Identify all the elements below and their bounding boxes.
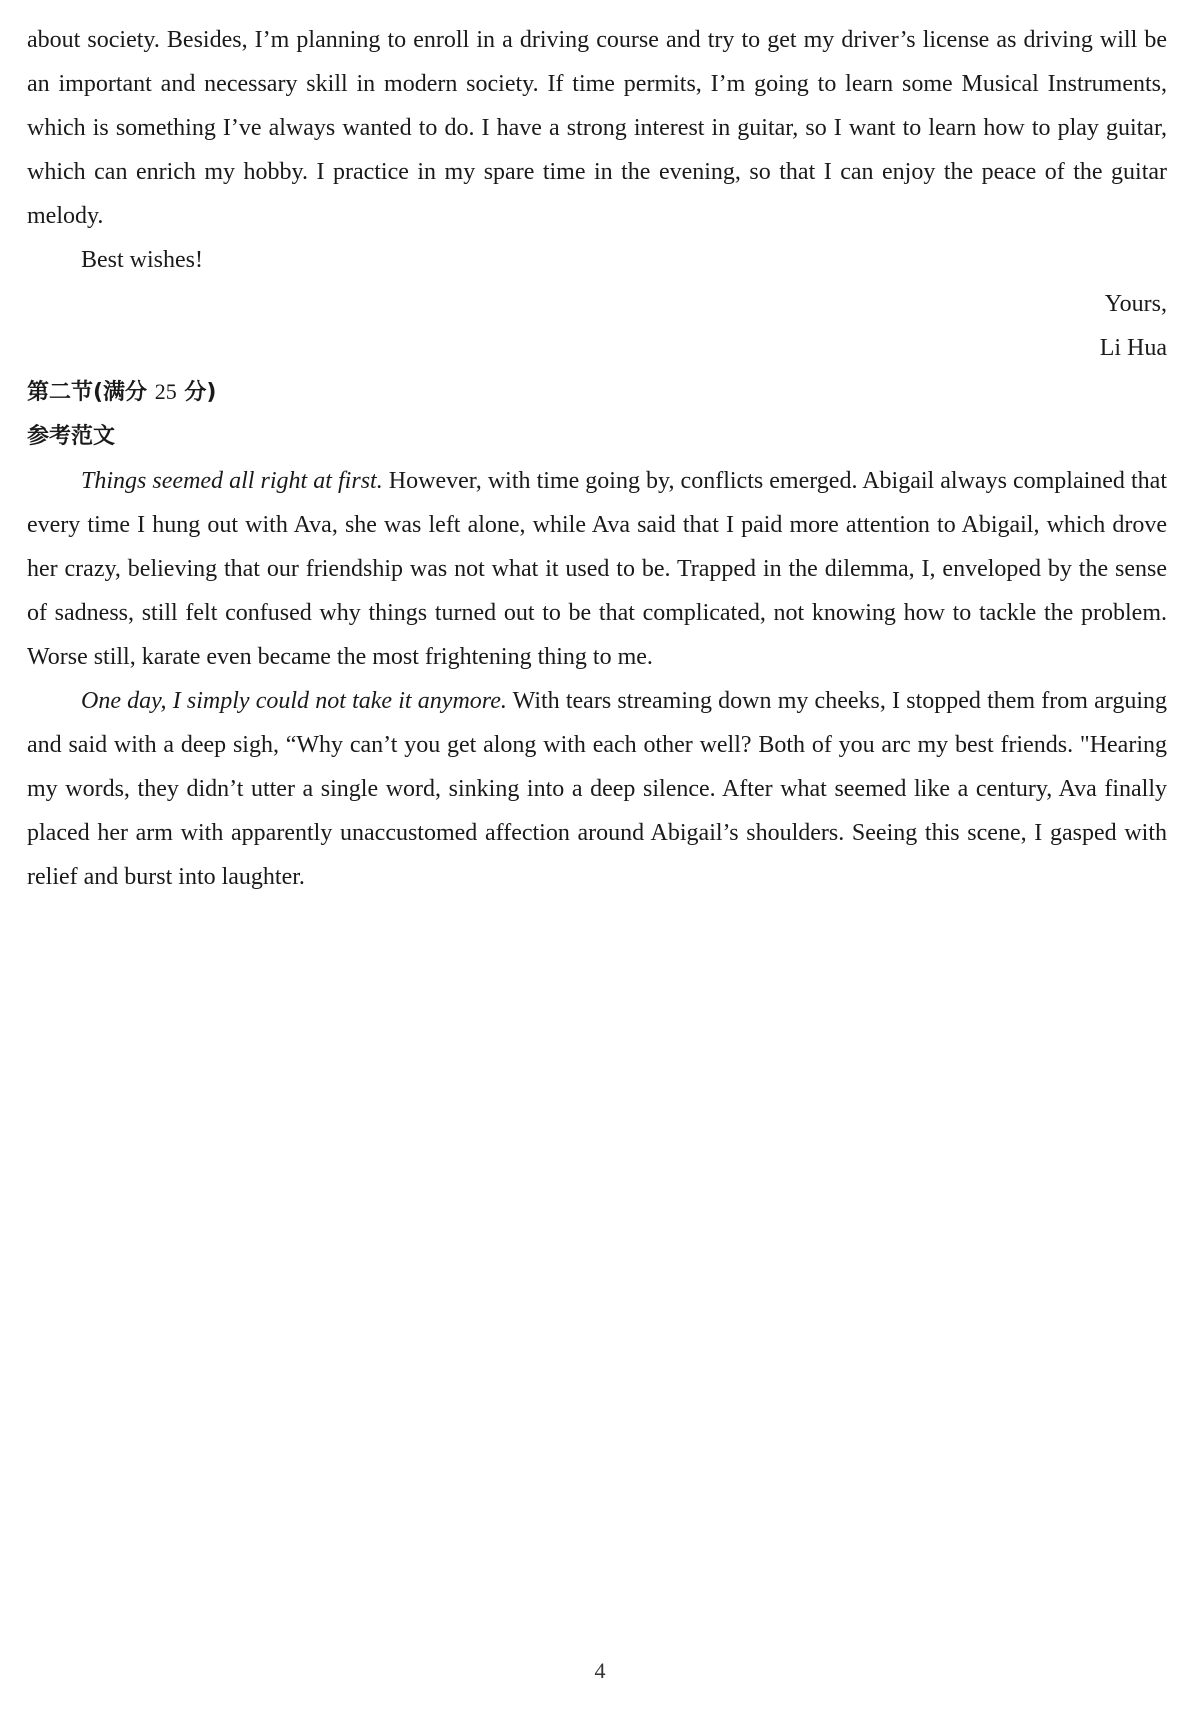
section-heading-prefix: 第二节(满分	[27, 380, 148, 405]
letter-signature: Li Hua	[1099, 335, 1167, 361]
letter-paragraph: about society. Besides, I’m planning to enroll in a driving course and try to get my driver’s license as driving will be an important and necessary skill in modern society. If time permits, I’m going to learn some Musical Instruments, which is something I’ve always wanted to do. I have a strong interest in guitar, so I want to learn how to play guitar, which can enrich my hobby. I practice in my spare time in the evening, so that I can enjoy the peace of the guitar melody.	[27, 27, 1167, 229]
essay-paragraph-2-lead: One day, I simply could not take it anymore.	[81, 688, 507, 714]
essay-paragraph-2-body: With tears streaming down my cheeks, I stopped them from arguing and said with a deep sigh, “Why can’t you get along with each other well? Both of you arc my best friends. "Hearing my words, they didn’t utter a single word, sinking into a deep silence. After what seemed like a century, Ava finally placed her arm with apparently unaccustomed affection around Abigail’s shoulders. Seeing this scene, I gasped with relief and burst into laughter.	[27, 688, 1167, 890]
page-number: 4	[594, 1658, 606, 1683]
essay-paragraph-1-lead: Things seemed all right at first.	[81, 468, 383, 494]
section-heading	[27, 370, 1167, 415]
section-heading-suffix: 分)	[184, 380, 217, 405]
section-subheading: 参考范文	[27, 424, 116, 449]
essay-paragraph-1-body: However, with time going by, conflicts emerged. Abigail always complained that every time I hung out with Ava, she was left alone, while Ava said that I paid more attention to Abigail, which drove her crazy, believing that our friendship was not what it used to be. Trapped in the dilemma, I, enveloped by the sense of sadness, still felt confused why things turned out to be that complicated, not knowing how to tackle the problem. Worse still, karate even became the most frightening thing to me.	[27, 468, 1167, 670]
document-page	[27, 18, 1167, 899]
essay-paragraph-2	[27, 679, 1167, 899]
section-heading-score: 25	[154, 379, 177, 404]
letter-sign-off: Yours,	[1104, 291, 1167, 317]
letter-closing: Best wishes!	[81, 247, 203, 273]
essay-paragraph-1	[27, 459, 1167, 679]
